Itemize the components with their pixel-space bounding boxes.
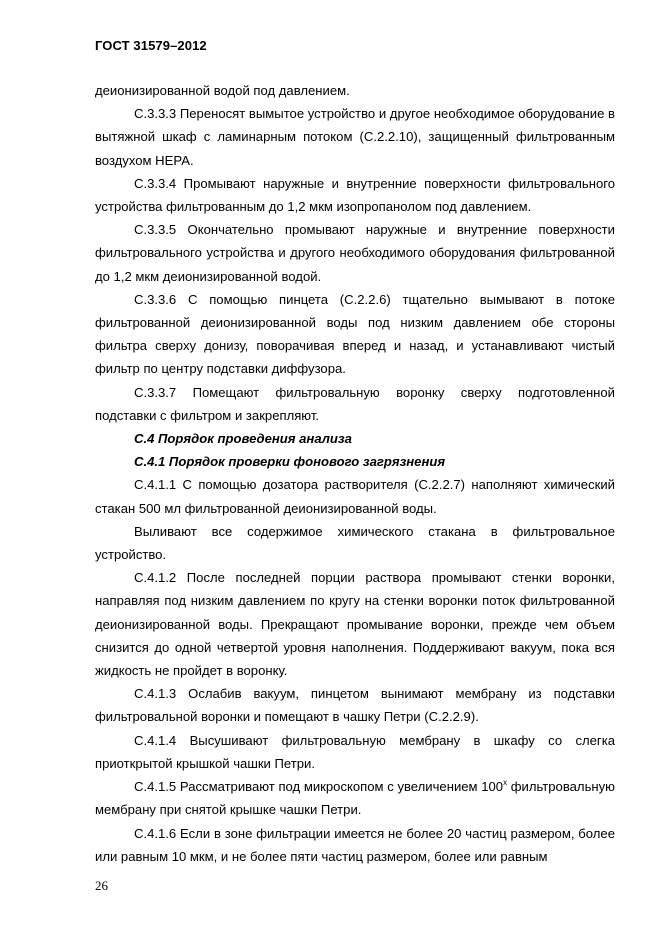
document-header: ГОСТ 31579–2012 xyxy=(95,38,207,53)
paragraph-pour-out: Выливают все содержимое химического стакана в фильтровальное устройство. xyxy=(95,523,615,563)
document-body xyxy=(95,79,615,868)
paragraph-c-4-1-4: С.4.1.4 Высушивают фильтровальную мембрану в шкафу со слегка приоткрытой крышкой чашки Петри. xyxy=(95,732,615,771)
magnification-superscript: х xyxy=(503,778,508,788)
paragraph-c-4-1-2: С.4.1.2 После последней порции раствора промывают стенки воронки, направляя под низким давлением по кругу на стенки воронки поток фильтрованной деионизированной воды. Прекращают промывание воронки, прежде чем объем снизится до одной четвертой уровня наполнения. Поддерживают вакуум, пока вся жидкость не пройдет в воронку. xyxy=(95,570,615,679)
paragraph-continuation: деионизированной водой под давлением. xyxy=(95,83,350,98)
paragraph-c-4-1-3: С.4.1.3 Ослабив вакуум, пинцетом вынимают мембрану из подставки фильтровальной воронки и помещают в чашку Петри (С.2.2.9). xyxy=(95,686,615,725)
paragraph-c-4-1-5-end: фильтровальную мембрану при снятой крышке чашки Петри. xyxy=(95,779,615,818)
paragraph-c-4-1-5-start: С.4.1.5 Рассматривают под микроскопом с увеличением 100 xyxy=(134,779,504,795)
section-heading-c-4-1: С.4.1 Порядок проверки фонового загрязнения xyxy=(134,454,446,470)
section-heading-c-4: С.4 Порядок проведения анализа xyxy=(134,431,352,447)
paragraph-c-4-1-6: С.4.1.6 Если в зоне фильтрации имеется не более 20 частиц размером, более или равным 10 мкм, и не более пяти частиц размером, более или равным xyxy=(95,825,615,864)
paragraph-c-3-3-6: С.3.3.6 С помощью пинцета (С.2.2.6) тщательно вымывают в потоке фильтрованной деионизированной воды под низким давлением обе стороны фильтра сверху донизу, поворачивая вперед и назад, и устанавливают чистый фильтр по центру подставки диффузора. xyxy=(95,291,615,377)
paragraph-c-4-1-5 xyxy=(95,775,615,821)
paragraph-c-3-3-5: С.3.3.5 Окончательно промывают наружные и внутренние поверхности фильтровального устройства и другого необходимого оборудования фильтрованной до 1,2 мкм деионизированной водой. xyxy=(95,222,615,284)
paragraph-c-3-3-4: С.3.3.4 Промывают наружные и внутренние поверхности фильтровального устройства фильтрованным до 1,2 мкм изопропанолом под давлением. xyxy=(95,175,615,215)
paragraph-c-4-1-1: С.4.1.1 С помощью дозатора растворителя (С.2.2.7) наполняют химический стакан 500 мл фильтрованной деионизированной воды. xyxy=(95,477,615,516)
paragraph-c-3-3-3: С.3.3.3 Переносят вымытое устройство и другое необходимое оборудование в вытяжной шкаф с ламинарным потоком (С.2.2.10), защищенный фильтрованным воздухом НЕРА. xyxy=(95,106,615,168)
paragraph-c-3-3-7: С.3.3.7 Помещают фильтровальную воронку сверху подготовленной подставки с фильтром и закрепляют. xyxy=(95,384,615,423)
page-number: 26 xyxy=(95,878,108,893)
